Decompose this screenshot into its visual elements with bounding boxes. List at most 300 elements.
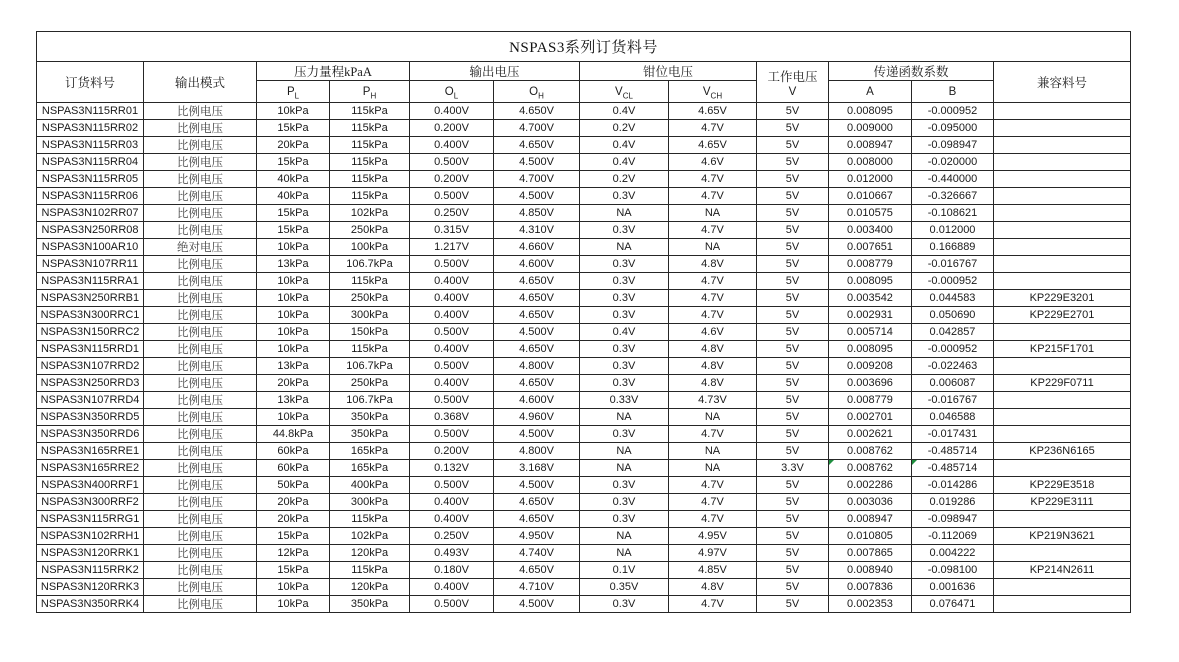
cell-output-mode: 比例电压	[144, 562, 257, 579]
cell-compatible-part	[994, 409, 1131, 426]
cell-coeff-b: 0.006087	[912, 375, 994, 392]
cell-output-mode: 比例电压	[144, 273, 257, 290]
cell-pressure-high: 165kPa	[330, 460, 410, 477]
table-row	[37, 375, 1131, 392]
cell-coeff-a: 0.008947	[829, 511, 912, 528]
cell-clamp-high: NA	[669, 443, 757, 460]
table-title: NSPAS3系列订货料号	[37, 32, 1131, 62]
cell-coeff-a: 0.012000	[829, 171, 912, 188]
cell-clamp-high: 4.65V	[669, 137, 757, 154]
table-row	[37, 307, 1131, 324]
table-row	[37, 341, 1131, 358]
cell-coeff-b: -0.485714	[912, 460, 994, 477]
cell-part-no: NSPAS3N115RR01	[37, 103, 144, 120]
cell-clamp-low: 0.4V	[580, 137, 669, 154]
cell-coeff-a: 0.008000	[829, 154, 912, 171]
header-group-row	[37, 62, 1131, 81]
cell-coeff-b: -0.485714	[912, 443, 994, 460]
cell-output-high: 3.168V	[494, 460, 580, 477]
col-header-compatible: 兼容料号	[994, 62, 1131, 103]
cell-coeff-b: -0.022463	[912, 358, 994, 375]
cell-pressure-high: 115kPa	[330, 171, 410, 188]
cell-pressure-low: 10kPa	[257, 103, 330, 120]
cell-pressure-low: 40kPa	[257, 188, 330, 205]
cell-pressure-high: 115kPa	[330, 511, 410, 528]
cell-clamp-low: 0.3V	[580, 222, 669, 239]
cell-clamp-low: 0.3V	[580, 375, 669, 392]
cell-compatible-part	[994, 256, 1131, 273]
cell-output-mode: 比例电压	[144, 358, 257, 375]
cell-output-mode: 比例电压	[144, 494, 257, 511]
cell-working-voltage: 5V	[757, 290, 829, 307]
cell-output-low: 0.400V	[410, 579, 494, 596]
cell-output-low: 0.400V	[410, 103, 494, 120]
cell-output-high: 4.710V	[494, 579, 580, 596]
cell-pressure-high: 106.7kPa	[330, 392, 410, 409]
cell-pressure-high: 350kPa	[330, 409, 410, 426]
cell-pressure-low: 20kPa	[257, 375, 330, 392]
col-header-part-no: 订货料号	[37, 62, 144, 103]
cell-working-voltage: 5V	[757, 239, 829, 256]
cell-output-high: 4.950V	[494, 528, 580, 545]
cell-working-voltage: 5V	[757, 511, 829, 528]
cell-clamp-low: 0.4V	[580, 324, 669, 341]
cell-clamp-low: NA	[580, 460, 669, 477]
col-header-coeff-a: A	[829, 81, 912, 103]
cell-coeff-a: 0.007651	[829, 239, 912, 256]
cell-clamp-high: 4.7V	[669, 120, 757, 137]
cell-coeff-b: 0.001636	[912, 579, 994, 596]
cell-compatible-part	[994, 426, 1131, 443]
cell-working-voltage: 5V	[757, 341, 829, 358]
cell-coeff-a: 0.009000	[829, 120, 912, 137]
cell-clamp-low: 0.33V	[580, 392, 669, 409]
cell-working-voltage: 5V	[757, 409, 829, 426]
cell-coeff-b: 0.166889	[912, 239, 994, 256]
cell-output-mode: 比例电压	[144, 103, 257, 120]
vch-subscript: CH	[710, 90, 723, 100]
cell-coeff-b: -0.016767	[912, 256, 994, 273]
cell-clamp-low: 0.1V	[580, 562, 669, 579]
cell-pressure-low: 15kPa	[257, 528, 330, 545]
cell-output-low: 1.217V	[410, 239, 494, 256]
col-header-ph	[330, 81, 410, 103]
cell-output-low: 0.200V	[410, 171, 494, 188]
cell-output-low: 0.132V	[410, 460, 494, 477]
cell-pressure-low: 10kPa	[257, 579, 330, 596]
cell-part-no: NSPAS3N102RR07	[37, 205, 144, 222]
cell-output-mode: 比例电压	[144, 511, 257, 528]
cell-coeff-b: 0.044583	[912, 290, 994, 307]
cell-working-voltage: 5V	[757, 562, 829, 579]
table-row	[37, 358, 1131, 375]
cell-compatible-part: KP219N3621	[994, 528, 1131, 545]
cell-output-high: 4.650V	[494, 341, 580, 358]
table-row	[37, 426, 1131, 443]
cell-working-voltage: 5V	[757, 579, 829, 596]
cell-coeff-b: -0.014286	[912, 477, 994, 494]
cell-coeff-a: 0.008095	[829, 341, 912, 358]
cell-compatible-part: KP236N6165	[994, 443, 1131, 460]
cell-pressure-high: 120kPa	[330, 579, 410, 596]
cell-coeff-b: -0.108621	[912, 205, 994, 222]
cell-output-low: 0.500V	[410, 154, 494, 171]
cell-output-mode: 比例电压	[144, 120, 257, 137]
cell-part-no: NSPAS3N350RRD5	[37, 409, 144, 426]
cell-output-low: 0.200V	[410, 120, 494, 137]
cell-coeff-b: -0.016767	[912, 392, 994, 409]
cell-coeff-a: 0.010575	[829, 205, 912, 222]
cell-clamp-low: 0.2V	[580, 171, 669, 188]
title-row	[37, 32, 1131, 62]
cell-coeff-a: 0.003696	[829, 375, 912, 392]
table-row	[37, 409, 1131, 426]
table-row	[37, 171, 1131, 188]
oh-symbol: O	[529, 85, 539, 98]
cell-part-no: NSPAS3N115RR05	[37, 171, 144, 188]
cell-pressure-low: 10kPa	[257, 324, 330, 341]
cell-output-mode: 比例电压	[144, 460, 257, 477]
cell-coeff-a: 0.008762	[829, 460, 912, 477]
cell-output-high: 4.500V	[494, 426, 580, 443]
cell-clamp-high: NA	[669, 460, 757, 477]
cell-output-mode: 比例电压	[144, 324, 257, 341]
cell-pressure-high: 115kPa	[330, 273, 410, 290]
cell-pressure-low: 15kPa	[257, 154, 330, 171]
cell-pressure-high: 300kPa	[330, 494, 410, 511]
cell-pressure-high: 165kPa	[330, 443, 410, 460]
cell-compatible-part	[994, 239, 1131, 256]
cell-compatible-part: KP229E3201	[994, 290, 1131, 307]
cell-output-high: 4.650V	[494, 307, 580, 324]
table-row	[37, 239, 1131, 256]
cell-compatible-part: KP214N2611	[994, 562, 1131, 579]
cell-pressure-high: 300kPa	[330, 307, 410, 324]
cell-working-voltage: 5V	[757, 120, 829, 137]
cell-output-low: 0.500V	[410, 392, 494, 409]
cell-output-high: 4.650V	[494, 103, 580, 120]
cell-pressure-high: 150kPa	[330, 324, 410, 341]
cell-output-high: 4.600V	[494, 392, 580, 409]
table-row	[37, 511, 1131, 528]
cell-coeff-b: -0.000952	[912, 273, 994, 290]
cell-compatible-part	[994, 120, 1131, 137]
cell-clamp-high: 4.6V	[669, 324, 757, 341]
col-header-vch	[669, 81, 757, 103]
cell-pressure-low: 20kPa	[257, 137, 330, 154]
cell-output-low: 0.315V	[410, 222, 494, 239]
cell-clamp-high: 4.7V	[669, 426, 757, 443]
cell-output-mode: 比例电压	[144, 307, 257, 324]
col-header-oh	[494, 81, 580, 103]
cell-pressure-high: 115kPa	[330, 103, 410, 120]
cell-output-mode: 比例电压	[144, 528, 257, 545]
cell-part-no: NSPAS3N102RRH1	[37, 528, 144, 545]
cell-coeff-a: 0.002931	[829, 307, 912, 324]
cell-working-voltage: 5V	[757, 324, 829, 341]
cell-pressure-low: 13kPa	[257, 256, 330, 273]
vcl-symbol: V	[615, 85, 623, 98]
col-header-pl	[257, 81, 330, 103]
cell-output-low: 0.493V	[410, 545, 494, 562]
cell-coeff-a: 0.008095	[829, 273, 912, 290]
cell-compatible-part	[994, 545, 1131, 562]
cell-coeff-b: -0.017431	[912, 426, 994, 443]
cell-compatible-part	[994, 188, 1131, 205]
cell-coeff-b: 0.076471	[912, 596, 994, 613]
cell-pressure-high: 250kPa	[330, 290, 410, 307]
cell-output-mode: 比例电压	[144, 171, 257, 188]
cell-clamp-high: 4.8V	[669, 358, 757, 375]
cell-compatible-part	[994, 103, 1131, 120]
cell-output-low: 0.368V	[410, 409, 494, 426]
table-row	[37, 562, 1131, 579]
cell-clamp-high: 4.8V	[669, 375, 757, 392]
cell-pressure-high: 106.7kPa	[330, 358, 410, 375]
cell-part-no: NSPAS3N120RRK1	[37, 545, 144, 562]
cell-output-low: 0.400V	[410, 494, 494, 511]
cell-coeff-b: -0.326667	[912, 188, 994, 205]
working-voltage-unit: V	[788, 85, 797, 98]
cell-coeff-b: -0.095000	[912, 120, 994, 137]
cell-working-voltage: 5V	[757, 545, 829, 562]
cell-part-no: NSPAS3N107RRD2	[37, 358, 144, 375]
cell-pressure-high: 115kPa	[330, 341, 410, 358]
cell-coeff-b: 0.004222	[912, 545, 994, 562]
cell-compatible-part	[994, 205, 1131, 222]
cell-part-no: NSPAS3N115RRG1	[37, 511, 144, 528]
cell-output-high: 4.800V	[494, 443, 580, 460]
cell-working-voltage: 5V	[757, 375, 829, 392]
cell-output-high: 4.500V	[494, 596, 580, 613]
cell-output-low: 0.250V	[410, 205, 494, 222]
cell-coeff-b: -0.098947	[912, 137, 994, 154]
cell-clamp-high: NA	[669, 239, 757, 256]
cell-coeff-a: 0.008779	[829, 392, 912, 409]
cell-part-no: NSPAS3N165RRE2	[37, 460, 144, 477]
cell-working-voltage: 5V	[757, 154, 829, 171]
cell-clamp-low: 0.3V	[580, 256, 669, 273]
cell-output-high: 4.700V	[494, 120, 580, 137]
cell-pressure-low: 10kPa	[257, 596, 330, 613]
col-header-pressure-range: 压力量程kPaA	[257, 62, 410, 81]
cell-coeff-a: 0.008762	[829, 443, 912, 460]
cell-compatible-part	[994, 222, 1131, 239]
cell-compatible-part	[994, 596, 1131, 613]
table-row	[37, 596, 1131, 613]
cell-pressure-low: 10kPa	[257, 273, 330, 290]
cell-clamp-low: NA	[580, 239, 669, 256]
col-header-coeff-b: B	[912, 81, 994, 103]
cell-pressure-low: 15kPa	[257, 205, 330, 222]
cell-coeff-a: 0.002353	[829, 596, 912, 613]
cell-pressure-high: 120kPa	[330, 545, 410, 562]
cell-clamp-high: NA	[669, 409, 757, 426]
cell-pressure-low: 10kPa	[257, 341, 330, 358]
cell-pressure-low: 13kPa	[257, 392, 330, 409]
cell-output-mode: 比例电压	[144, 188, 257, 205]
cell-output-high: 4.960V	[494, 409, 580, 426]
cell-pressure-low: 10kPa	[257, 307, 330, 324]
cell-clamp-low: 0.3V	[580, 307, 669, 324]
cell-output-low: 0.400V	[410, 341, 494, 358]
table-row	[37, 256, 1131, 273]
cell-clamp-low: 0.3V	[580, 477, 669, 494]
table-row	[37, 579, 1131, 596]
table-row	[37, 443, 1131, 460]
cell-clamp-high: 4.97V	[669, 545, 757, 562]
cell-pressure-low: 50kPa	[257, 477, 330, 494]
cell-part-no: NSPAS3N250RRD3	[37, 375, 144, 392]
cell-coeff-a: 0.010805	[829, 528, 912, 545]
table-row	[37, 188, 1131, 205]
cell-output-low: 0.400V	[410, 511, 494, 528]
cell-part-no: NSPAS3N120RRK3	[37, 579, 144, 596]
cell-output-high: 4.500V	[494, 188, 580, 205]
cell-pressure-low: 12kPa	[257, 545, 330, 562]
cell-output-high: 4.600V	[494, 256, 580, 273]
cell-compatible-part	[994, 324, 1131, 341]
cell-clamp-high: 4.8V	[669, 579, 757, 596]
cell-part-no: NSPAS3N115RRA1	[37, 273, 144, 290]
cell-output-mode: 比例电压	[144, 205, 257, 222]
cell-pressure-high: 250kPa	[330, 375, 410, 392]
cell-compatible-part	[994, 460, 1131, 477]
table-row	[37, 290, 1131, 307]
col-header-clamp-voltage: 钳位电压	[580, 62, 757, 81]
cell-pressure-low: 44.8kPa	[257, 426, 330, 443]
page	[36, 31, 1131, 613]
cell-clamp-low: 0.3V	[580, 511, 669, 528]
cell-pressure-high: 100kPa	[330, 239, 410, 256]
cell-working-voltage: 5V	[757, 273, 829, 290]
cell-output-high: 4.650V	[494, 494, 580, 511]
cell-part-no: NSPAS3N107RR11	[37, 256, 144, 273]
cell-part-no: NSPAS3N115RR06	[37, 188, 144, 205]
cell-part-no: NSPAS3N300RRC1	[37, 307, 144, 324]
cell-output-low: 0.180V	[410, 562, 494, 579]
cell-output-low: 0.400V	[410, 137, 494, 154]
cell-clamp-low: 0.3V	[580, 358, 669, 375]
cell-part-no: NSPAS3N150RRC2	[37, 324, 144, 341]
cell-clamp-high: 4.7V	[669, 188, 757, 205]
cell-working-voltage: 5V	[757, 494, 829, 511]
cell-coeff-b: 0.050690	[912, 307, 994, 324]
cell-coeff-b: 0.019286	[912, 494, 994, 511]
cell-coeff-a: 0.007836	[829, 579, 912, 596]
cell-output-low: 0.400V	[410, 290, 494, 307]
cell-clamp-low: NA	[580, 409, 669, 426]
cell-clamp-low: NA	[580, 205, 669, 222]
cell-pressure-low: 60kPa	[257, 443, 330, 460]
cell-part-no: NSPAS3N115RR04	[37, 154, 144, 171]
col-header-output-mode: 输出模式	[144, 62, 257, 103]
cell-clamp-high: 4.8V	[669, 341, 757, 358]
cell-output-mode: 比例电压	[144, 426, 257, 443]
col-header-ol	[410, 81, 494, 103]
table-row	[37, 545, 1131, 562]
cell-output-mode: 比例电压	[144, 375, 257, 392]
cell-coeff-a: 0.008940	[829, 562, 912, 579]
table-row	[37, 273, 1131, 290]
cell-pressure-high: 350kPa	[330, 426, 410, 443]
cell-compatible-part: KP229E3518	[994, 477, 1131, 494]
cell-clamp-high: 4.73V	[669, 392, 757, 409]
cell-clamp-high: 4.7V	[669, 511, 757, 528]
cell-output-high: 4.700V	[494, 171, 580, 188]
cell-part-no: NSPAS3N115RR02	[37, 120, 144, 137]
pl-symbol: P	[286, 85, 295, 98]
cell-clamp-high: 4.7V	[669, 222, 757, 239]
cell-working-voltage: 5V	[757, 477, 829, 494]
table-row	[37, 324, 1131, 341]
cell-working-voltage: 5V	[757, 103, 829, 120]
cell-coeff-a: 0.003400	[829, 222, 912, 239]
cell-coeff-a: 0.005714	[829, 324, 912, 341]
cell-clamp-low: 0.4V	[580, 154, 669, 171]
cell-coeff-a: 0.002286	[829, 477, 912, 494]
cell-output-mode: 比例电压	[144, 579, 257, 596]
cell-output-mode: 比例电压	[144, 137, 257, 154]
cell-output-high: 4.740V	[494, 545, 580, 562]
cell-clamp-low: 0.35V	[580, 579, 669, 596]
cell-clamp-high: NA	[669, 205, 757, 222]
cell-coeff-b: 0.042857	[912, 324, 994, 341]
cell-part-no: NSPAS3N165RRE1	[37, 443, 144, 460]
cell-pressure-low: 15kPa	[257, 562, 330, 579]
cell-output-low: 0.500V	[410, 596, 494, 613]
cell-output-low: 0.250V	[410, 528, 494, 545]
cell-coeff-a: 0.002621	[829, 426, 912, 443]
cell-clamp-low: 0.4V	[580, 103, 669, 120]
cell-output-mode: 比例电压	[144, 290, 257, 307]
cell-output-low: 0.500V	[410, 477, 494, 494]
cell-output-low: 0.500V	[410, 188, 494, 205]
cell-pressure-high: 115kPa	[330, 137, 410, 154]
table-row	[37, 477, 1131, 494]
cell-coeff-b: 0.046588	[912, 409, 994, 426]
cell-output-mode: 比例电压	[144, 409, 257, 426]
cell-working-voltage: 5V	[757, 392, 829, 409]
cell-coeff-a: 0.010667	[829, 188, 912, 205]
cell-clamp-low: NA	[580, 528, 669, 545]
cell-clamp-high: 4.7V	[669, 171, 757, 188]
cell-clamp-low: NA	[580, 545, 669, 562]
cell-output-high: 4.500V	[494, 477, 580, 494]
cell-clamp-high: 4.85V	[669, 562, 757, 579]
pl-subscript: L	[294, 90, 300, 100]
cell-pressure-high: 350kPa	[330, 596, 410, 613]
cell-clamp-low: 0.3V	[580, 341, 669, 358]
cell-output-low: 0.400V	[410, 273, 494, 290]
cell-compatible-part: KP215F1701	[994, 341, 1131, 358]
cell-clamp-high: 4.8V	[669, 256, 757, 273]
cell-output-mode: 比例电压	[144, 545, 257, 562]
cell-compatible-part: KP229E2701	[994, 307, 1131, 324]
cell-output-low: 0.500V	[410, 426, 494, 443]
col-header-vcl	[580, 81, 669, 103]
col-header-output-voltage: 输出电压	[410, 62, 580, 81]
cell-pressure-low: 10kPa	[257, 239, 330, 256]
col-header-transfer-coeff: 传递函数系数	[829, 62, 994, 81]
cell-coeff-a: 0.007865	[829, 545, 912, 562]
cell-output-low: 0.500V	[410, 358, 494, 375]
cell-pressure-low: 20kPa	[257, 511, 330, 528]
cell-coeff-a: 0.002701	[829, 409, 912, 426]
cell-compatible-part	[994, 579, 1131, 596]
ol-subscript: L	[453, 90, 459, 100]
table-row	[37, 460, 1131, 477]
